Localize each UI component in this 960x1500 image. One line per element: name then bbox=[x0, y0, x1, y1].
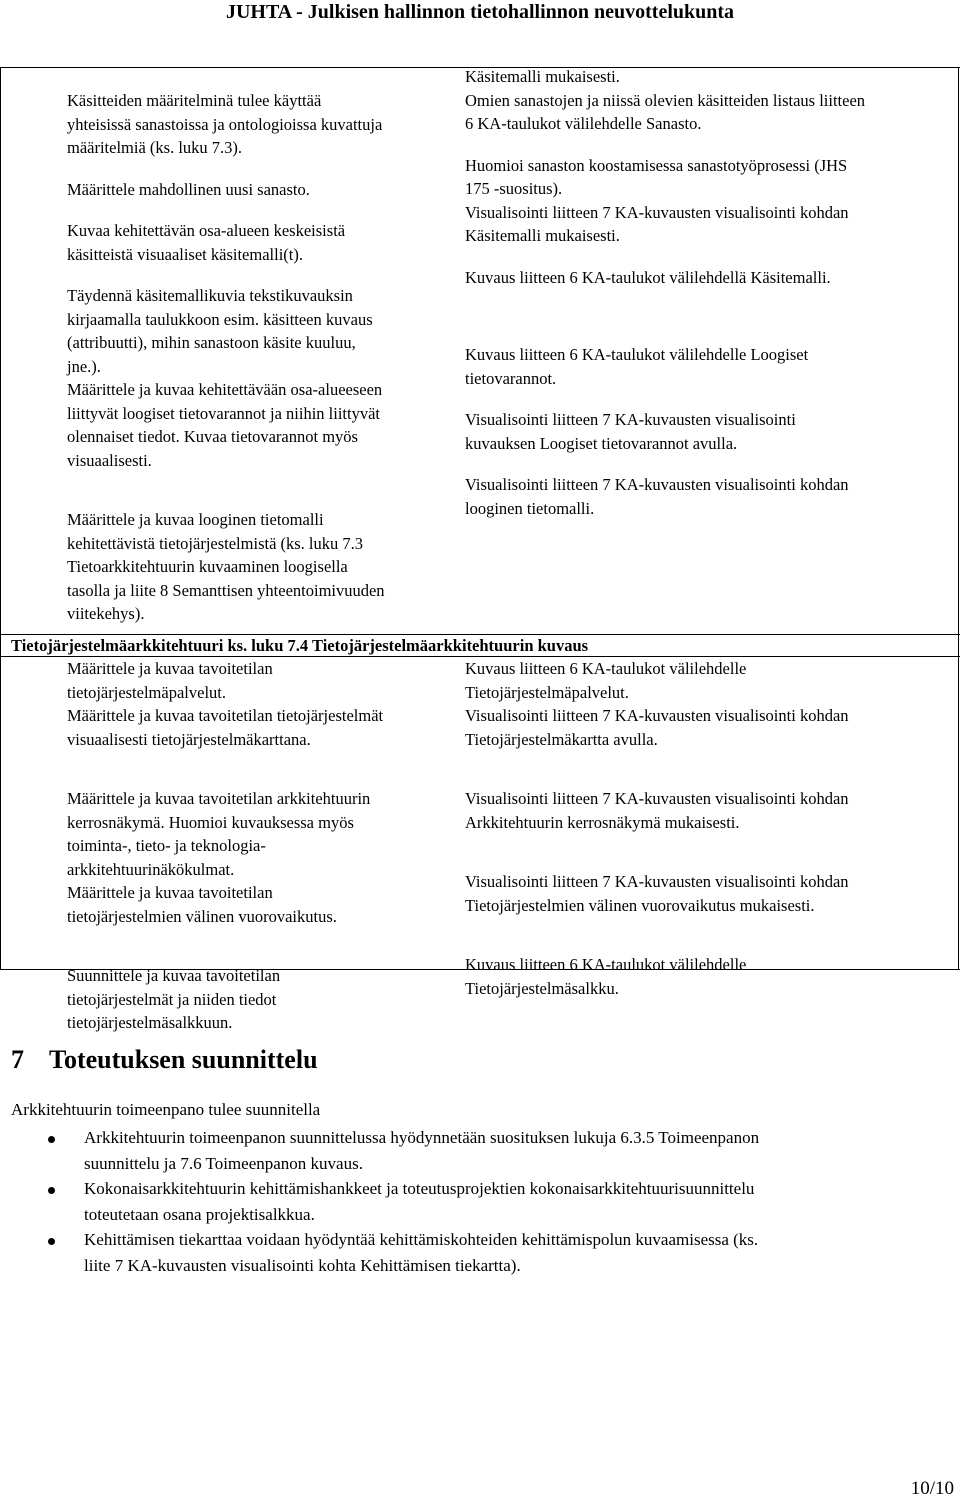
section-row-title: Tietojärjestelmäarkkitehtuuri ks. luku 7.4 Tietojärjestelmäarkkitehtuurin kuvaus bbox=[11, 636, 589, 655]
cell-text-line: Kuvaus liitteen 6 KA-taulukot välilehdelle Loogiset bbox=[465, 345, 809, 364]
cell-text-line: viitekehys). bbox=[67, 604, 145, 623]
cell-text-line: tietojärjestelmien välinen vuorovaikutus. bbox=[67, 906, 337, 926]
cell-text-line: määritelmiä (ks. luku 7.3). bbox=[67, 138, 243, 157]
cell-text-line: Käsitteiden määritelminä tulee käyttää bbox=[67, 91, 322, 110]
cell-text-line: Omien sanastojen ja niissä olevien käsitteiden listaus liitteen bbox=[465, 90, 866, 110]
paragraph-gap bbox=[465, 390, 865, 408]
cell-text-line: Käsitemalli mukaisesti. bbox=[465, 226, 620, 245]
bullet-line: liite 7 KA-kuvausten visualisointi kohta Kehittämisen tiekartta). bbox=[84, 1255, 521, 1275]
cell-text-line: visuaalisesti. bbox=[67, 450, 152, 470]
cell-text-line: 6 KA-taulukot välilehdelle Sanasto. bbox=[465, 114, 702, 133]
paragraph-gap bbox=[465, 248, 865, 266]
table-left-border bbox=[0, 67, 1, 970]
paragraph-gap bbox=[67, 751, 383, 769]
chapter-number: 7 bbox=[11, 1045, 24, 1074]
cell-text-line: kuvauksen Loogiset tietovarannot avulla. bbox=[465, 433, 738, 453]
bullet-dot-icon bbox=[48, 1187, 55, 1194]
cell-text-line: Visualisointi liitteen 7 KA-kuvausten visualisointi kohdan bbox=[465, 872, 849, 891]
cell-text-line: Tietojärjestelmäpalvelut. bbox=[465, 682, 629, 702]
cell-text-line: olennaiset tiedot. Kuvaa tietovarannot myös bbox=[67, 427, 358, 446]
cell-text-line: kerrosnäkymä. Huomioi kuvauksessa myös bbox=[67, 812, 354, 832]
cell-text-line: Visualisointi liitteen 7 KA-kuvausten visualisointi bbox=[465, 410, 796, 429]
paragraph-gap bbox=[465, 834, 849, 852]
bullet-line: Kehittämisen tiekarttaa voidaan hyödyntää kehittämiskohteiden kehittämispolun kuvaamisessa (ks. bbox=[84, 1230, 759, 1249]
cell-text-line: Visualisointi liitteen 7 KA-kuvausten visualisointi kohdan bbox=[465, 475, 849, 494]
paragraph-gap bbox=[465, 751, 849, 769]
cell-text-line: Suunnittele ja kuvaa tavoitetilan bbox=[67, 966, 281, 985]
cell-text-line: Huomioi sanaston koostamisessa sanastotyöprosessi (JHS bbox=[465, 155, 848, 175]
cell-r2-right bbox=[465, 657, 849, 1000]
cell-text-line: tietovarannot. bbox=[465, 368, 557, 388]
cell-text-line: Määrittele ja kuvaa tavoitetilan tietojärjestelmät bbox=[67, 706, 384, 725]
bullet-item bbox=[0, 1176, 960, 1227]
cell-text-line: Kuvaus liitteen 6 KA-taulukot välilehdelle bbox=[465, 659, 747, 678]
cell-text-line: Arkkitehtuurin kerrosnäkymä mukaisesti. bbox=[465, 812, 740, 832]
paragraph-gap bbox=[465, 917, 849, 935]
cell-text-line: arkkitehtuurinäkökulmat. bbox=[67, 859, 235, 879]
cell-text-line: Täydennä käsitemallikuvia tekstikuvauksin bbox=[67, 286, 353, 305]
bullet-dot-icon bbox=[48, 1238, 55, 1245]
page-number: 10/10 bbox=[910, 1478, 954, 1499]
cell-text-line: Määrittele ja kuvaa looginen tietomalli bbox=[67, 510, 324, 529]
paragraph-gap bbox=[465, 289, 865, 307]
cell-text-line: looginen tietomalli. bbox=[465, 498, 595, 518]
bullet-item bbox=[0, 1227, 960, 1278]
cell-text-line: 175 -suositus). bbox=[465, 179, 563, 198]
cell-text-line: Tietoarkkitehtuurin kuvaaminen loogisella bbox=[67, 557, 348, 576]
paragraph-gap bbox=[465, 307, 865, 325]
paragraph-gap bbox=[67, 160, 385, 178]
cell-text-line: Määrittele ja kuvaa kehitettävään osa-alueeseen bbox=[67, 380, 383, 399]
paragraph-gap bbox=[67, 472, 385, 490]
cell-text-line: visuaalisesti tietojärjestelmäkarttana. bbox=[67, 729, 311, 749]
paragraph-gap bbox=[465, 455, 865, 473]
cell-text-line: Määrittele ja kuvaa tavoitetilan arkkitehtuurin bbox=[67, 789, 371, 808]
paragraph-gap bbox=[465, 325, 865, 343]
chapter-heading bbox=[11, 1043, 318, 1077]
bullet-item bbox=[0, 1125, 960, 1176]
paragraph-gap bbox=[465, 852, 849, 870]
bullet-line: Arkkitehtuurin toimeenpanon suunnittelussa hyödynnetään suosituksen lukuja 6.3.5 Toimeenpanon bbox=[84, 1128, 760, 1147]
paragraph-gap bbox=[67, 769, 383, 787]
cell-r1-left bbox=[67, 89, 385, 626]
paragraph-gap bbox=[67, 946, 383, 964]
paragraph-gap bbox=[67, 928, 383, 946]
paragraph-gap bbox=[67, 266, 385, 284]
cell-text-line: Määrittele ja kuvaa tavoitetilan bbox=[67, 883, 273, 902]
chapter-title: Toteutuksen suunnittelu bbox=[49, 1045, 318, 1074]
cell-text-line: käsitteistä visuaaliset käsitemalli(t). bbox=[67, 244, 303, 264]
cell-text-line: Tietojärjestelmäsalkku. bbox=[465, 978, 619, 998]
paragraph-gap bbox=[465, 769, 849, 787]
cell-text-line: kirjaamalla taulukkoon esim. käsitteen kuvaus bbox=[67, 309, 373, 329]
cell-text-line: Kuvaa kehitettävän osa-alueen keskeisistä bbox=[67, 221, 346, 240]
cell-text-line: Määrittele ja kuvaa tavoitetilan bbox=[67, 659, 273, 678]
paragraph-gap bbox=[465, 935, 849, 953]
bullet-dot-icon bbox=[48, 1136, 55, 1143]
cell-text-line: tietojärjestelmäpalvelut. bbox=[67, 682, 226, 702]
cell-text-line: Kuvaus liitteen 6 KA-taulukot välilehdellä Käsitemalli. bbox=[465, 267, 831, 287]
cell-r2-left bbox=[67, 657, 383, 1035]
paragraph-gap bbox=[67, 201, 385, 219]
paragraph-gap bbox=[67, 490, 385, 508]
cell-text-line: Tietojärjestelmien välinen vuorovaikutus mukaisesti. bbox=[465, 895, 815, 915]
cell-text-line: (attribuutti), mihin sanastoon käsite kuuluu, bbox=[67, 333, 356, 352]
cell-text-line: tietojärjestelmäsalkkuun. bbox=[67, 1013, 233, 1032]
document-header: JUHTA - Julkisen hallinnon tietohallinnon neuvottelukunta bbox=[225, 1, 735, 23]
cell-text-line: jne.). bbox=[67, 356, 101, 376]
cell-text-line: yhteisissä sanastoissa ja ontologioissa kuvattuja bbox=[67, 114, 383, 134]
section-row-top-border bbox=[0, 634, 960, 635]
bullet-line: Kokonaisarkkitehtuurin kehittämishankkeet ja toteutusprojektien kokonaisarkkitehtuurisuunnittelu bbox=[84, 1179, 755, 1198]
cell-r1-right bbox=[465, 65, 865, 520]
cell-text-line: kehitettävistä tietojärjestelmistä (ks. luku 7.3 bbox=[67, 533, 364, 553]
cell-text-line: liittyvät loogiset tietovarannot ja niihin liittyvät bbox=[67, 403, 380, 423]
chapter-intro: Arkkitehtuurin toimeenpano tulee suunnitella bbox=[11, 1100, 321, 1119]
cell-text-line: Tietojärjestelmäkartta avulla. bbox=[465, 729, 658, 749]
cell-text-line: tietojärjestelmät ja niiden tiedot bbox=[67, 989, 277, 1009]
bullet-line: suunnittelu ja 7.6 Toimeenpanon kuvaus. bbox=[84, 1153, 363, 1173]
cell-text-line: Visualisointi liitteen 7 KA-kuvausten visualisointi kohdan bbox=[465, 706, 849, 725]
table-right-border bbox=[958, 67, 959, 970]
cell-text-line: tasolla ja liite 8 Semanttisen yhteentoimivuuden bbox=[67, 580, 385, 600]
cell-text-line: Käsitemalli mukaisesti. bbox=[465, 67, 620, 86]
cell-text-line: Kuvaus liitteen 6 KA-taulukot välilehdelle bbox=[465, 955, 747, 974]
paragraph-gap bbox=[465, 136, 865, 154]
cell-text-line: Visualisointi liitteen 7 KA-kuvausten visualisointi kohdan bbox=[465, 202, 849, 222]
cell-text-line: Visualisointi liitteen 7 KA-kuvausten visualisointi kohdan bbox=[465, 789, 849, 808]
cell-text-line: Määrittele mahdollinen uusi sanasto. bbox=[67, 179, 310, 199]
bullet-list bbox=[0, 1125, 960, 1278]
bullet-line: toteutetaan osana projektisalkkua. bbox=[84, 1204, 315, 1224]
cell-text-line: toiminta-, tieto- ja teknologia- bbox=[67, 836, 266, 855]
